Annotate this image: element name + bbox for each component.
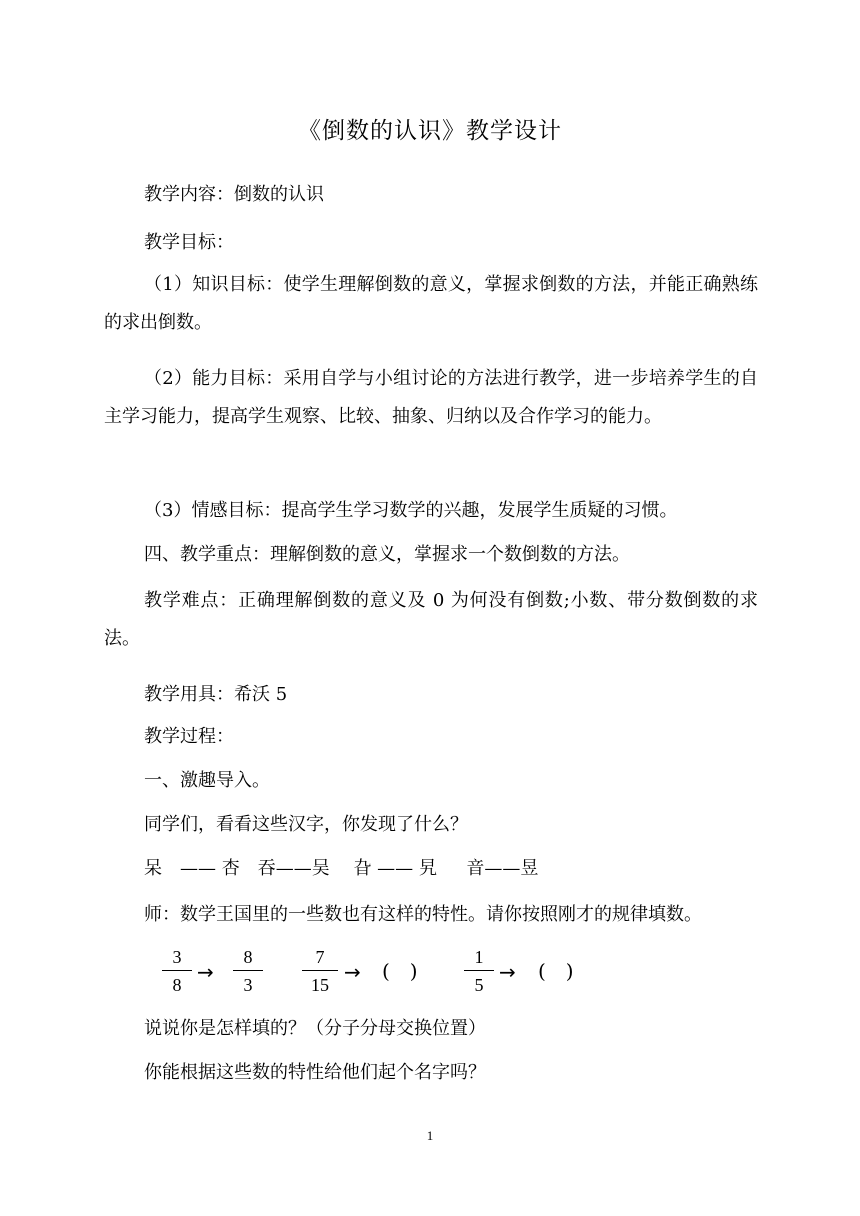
paragraph-section-intro: 一、激趣导入。: [144, 770, 270, 791]
paragraph-key-points: 四、教学重点：理解倒数的意义，掌握求一个数倒数的方法。: [144, 544, 630, 565]
fraction-bar: [302, 970, 338, 971]
paragraph-teaching-goals: 教学目标：: [144, 232, 234, 253]
paragraph-knowledge-goal: （1）知识目标：使学生理解倒数的意义，掌握求倒数的方法，并能正确熟练的求出倒数。: [104, 274, 758, 333]
paragraph-character-pairs: 呆 —— 杏 吞——吴 旮 —— 旯 音——昱: [144, 858, 539, 879]
paragraph-naming-question: 你能根据这些数的特性给他们起个名字吗？: [144, 1062, 486, 1083]
numerator: 8: [243, 947, 253, 967]
arrow-icon: →: [499, 960, 516, 984]
paragraph-teaching-content: 教学内容：倒数的认识: [144, 184, 324, 205]
fraction-bar: [464, 970, 494, 971]
paragraph-teacher-instruction: 师：数学王国里的一些数也有这样的特性。请你按照刚才的规律填数。: [144, 904, 702, 925]
answer-blank: ( ): [382, 959, 418, 983]
fraction-bar: [162, 970, 192, 971]
denominator: 15: [311, 975, 329, 995]
paragraph-emotion-goal: （3）情感目标：提高学生学习数学的兴趣，发展学生质疑的习惯。: [144, 500, 678, 521]
fraction: [233, 946, 263, 996]
paragraph-teaching-process: 教学过程：: [144, 726, 234, 747]
paragraph-ability-goal: （2）能力目标：采用自学与小组讨论的方法进行教学，进一步培养学生的自主学习能力，提高学生观察、比较、抽象、归纳以及合作学习的能力。: [104, 368, 758, 427]
paragraph-difficulties: 教学难点：正确理解倒数的意义及 0 为何没有倒数;小数、带分数倒数的求法。: [104, 590, 758, 649]
paragraph-teaching-tools: 教学用具：希沃 5: [144, 684, 288, 705]
paragraph-question: 同学们，看看这些汉字，你发现了什么？: [144, 814, 468, 835]
numerator: 1: [474, 947, 484, 967]
fraction: [162, 946, 192, 996]
arrow-icon: →: [344, 960, 361, 984]
numerator: 3: [172, 947, 182, 967]
paragraph-how-filled: 说说你是怎样填的？（分子分母交换位置）: [144, 1018, 486, 1039]
page-number: 1: [426, 1128, 434, 1143]
denominator: 5: [474, 975, 484, 995]
numerator: 7: [315, 947, 325, 967]
fraction: [464, 946, 494, 996]
fraction-bar: [233, 970, 263, 971]
document-title: 《倒数的认识》教学设计: [298, 118, 562, 144]
denominator: 8: [172, 975, 182, 995]
answer-blank: ( ): [538, 959, 574, 983]
fraction: [302, 946, 338, 996]
arrow-icon: →: [197, 960, 214, 984]
denominator: 3: [243, 975, 253, 995]
